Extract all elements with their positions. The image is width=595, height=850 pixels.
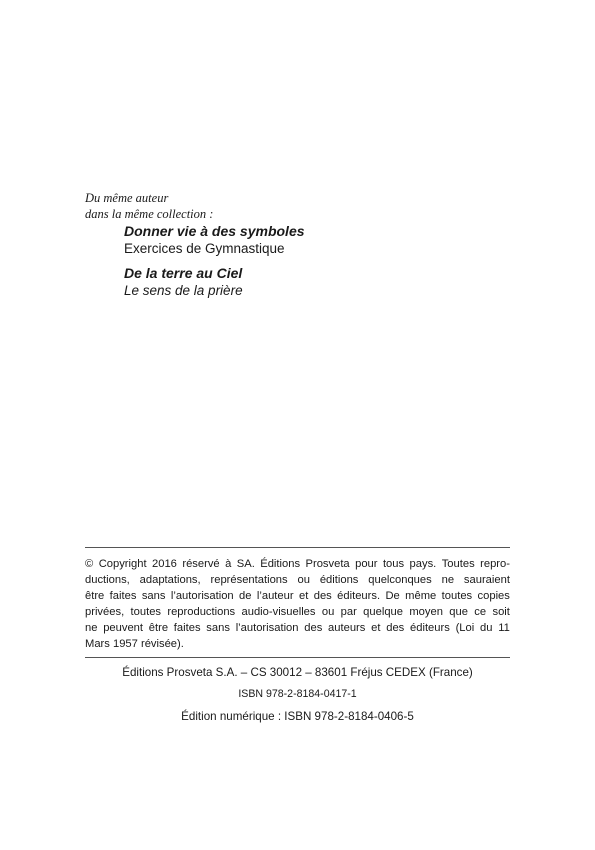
bottom-divider (85, 657, 510, 658)
copyright-word: Éditions (260, 558, 301, 570)
also-by-line-2: dans la même collection : (85, 207, 214, 221)
copyright-line (85, 636, 510, 652)
copyright-word: Toutes (441, 558, 475, 570)
copyright-line (85, 588, 510, 604)
copyright-word: (Loi (455, 622, 475, 634)
copyright-word: reproductions (167, 606, 236, 618)
copyright-word: être (85, 590, 105, 602)
copyright-word: ce (474, 606, 487, 618)
copyright-word: sauraient (463, 574, 510, 586)
copyright-word: sans (206, 622, 230, 634)
isbn: ISBN 978-2-8184-0417-1 (238, 688, 357, 700)
copyright-word: des (386, 622, 405, 634)
copyright-word: Prosveta (305, 558, 350, 570)
copyright-word: Copyright (98, 558, 147, 570)
copyright-word: 2016 (152, 558, 177, 570)
copyright-word: être (148, 622, 169, 634)
copyright-word: représentations (210, 574, 288, 586)
also-by-heading (85, 190, 213, 222)
also-by-line-1: Du même auteur (85, 191, 169, 205)
copyright-word: à (225, 558, 232, 570)
copyright-word: sans (141, 590, 166, 602)
copyright-word: De (385, 590, 400, 602)
copyright-word: faites (109, 590, 137, 602)
copyright-word: pays. (409, 558, 437, 570)
book-subtitle: Le sens de la prière (124, 283, 243, 298)
copyright-word: ne (85, 622, 98, 634)
copyright-word: et (371, 622, 381, 634)
book-entry (124, 264, 305, 299)
copyright-word: l’auteur (256, 590, 294, 602)
copyright-word: 11 (498, 622, 510, 634)
copyright-word: toutes (441, 590, 473, 602)
copyright-word: SA. (236, 558, 255, 570)
copyright-word: que (449, 606, 468, 618)
copyright-word: moyen (409, 606, 443, 618)
copyright-word: auteurs (328, 622, 366, 634)
copyright-word: de (239, 590, 252, 602)
copyright-notice (85, 556, 510, 652)
copyright-word: © (85, 558, 94, 570)
copyright-word: ou (297, 574, 310, 586)
publisher-address: Éditions Prosveta S.A. – CS 30012 – 83601 Fréjus CEDEX (France) (122, 666, 473, 679)
book-subtitle: Exercices de Gymnastique (124, 241, 285, 256)
copyright-line (85, 572, 510, 588)
copyright-word: même (405, 590, 437, 602)
copyright-line (85, 556, 510, 572)
copyright-word: l’autorisation (235, 622, 299, 634)
copyright-word: ductions, (85, 574, 130, 586)
digital-edition-isbn: Édition numérique : ISBN 978-2-8184-0406-5 (181, 710, 414, 723)
copyright-word: du (479, 622, 493, 634)
copyright-word: tous (382, 558, 405, 570)
copyright-word: ou (321, 606, 335, 618)
copyright-word: éditeurs (410, 622, 450, 634)
book-list (124, 222, 305, 306)
copyright-word: audio-visuelles (241, 606, 316, 618)
copyright-word: l’autorisation (170, 590, 234, 602)
copyright-word: privées, (85, 606, 125, 618)
copyright-word: pour (355, 558, 378, 570)
book-entry (124, 222, 305, 257)
copyright-line (85, 620, 510, 636)
copyright-text: Mars 1957 révisée). (85, 638, 184, 650)
copyright-word: repro- (480, 558, 510, 570)
copyright-word: réservé (182, 558, 220, 570)
copyright-word: par (340, 606, 357, 618)
copyright-word: faites (173, 622, 201, 634)
copyright-word: éditions (319, 574, 359, 586)
copyright-word: quelconques (368, 574, 432, 586)
top-divider (85, 547, 510, 548)
copyright-word: éditeurs. (337, 590, 381, 602)
copyright-word: soit (492, 606, 510, 618)
copyright-word: ne (441, 574, 455, 586)
book-title: Donner vie à des symboles (124, 223, 305, 239)
copyright-word: quelque (363, 606, 403, 618)
copyright-word: toutes (130, 606, 162, 618)
copyright-word: des (304, 622, 323, 634)
copyright-word: des (313, 590, 332, 602)
copyright-word: adaptations, (139, 574, 201, 586)
copyright-word: peuvent (103, 622, 144, 634)
copyright-word: copies (477, 590, 510, 602)
book-title: De la terre au Ciel (124, 265, 243, 281)
copyright-word: et (298, 590, 309, 602)
copyright-line (85, 604, 510, 620)
